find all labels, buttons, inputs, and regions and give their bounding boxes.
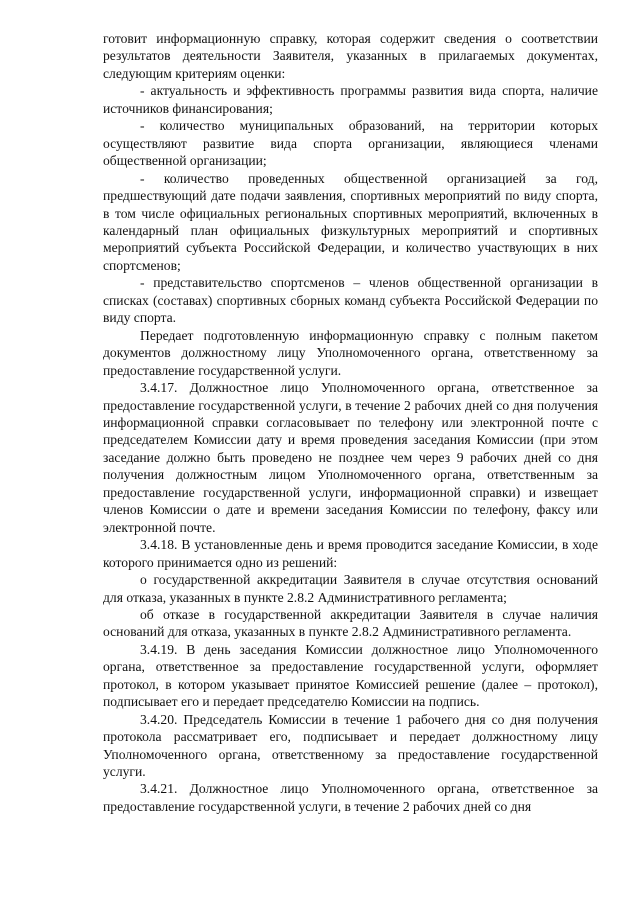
paragraph: - представительство спортсменов – членов общественной организации в списках (составах) спортивных сборных команд субъекта Российской Федерации по виду спорта. [103, 275, 598, 326]
paragraph: 3.4.21. Должностное лицо Уполномоченного органа, ответственное за предоставление государственной услуги, в течение 2 рабочих дней со дня [103, 781, 598, 814]
paragraph: о государственной аккредитации Заявителя в случае отсутствия оснований для отказа, указанных в пункте 2.8.2 Административного регламента; [103, 572, 598, 605]
paragraph: об отказе в государственной аккредитации Заявителя в случае наличия оснований для отказа, указанных в пункте 2.8.2 Административного регламента. [103, 606, 598, 640]
paragraph: - актуальность и эффективность программы развития вида спорта, наличие источников финансирования; [103, 83, 598, 116]
paragraph: Передает подготовленную информационную справку с полным пакетом документов должностному лицу Уполномоченного органа, ответственному за предоставление государственной услуги. [103, 327, 598, 378]
paragraph: 3.4.20. Председатель Комиссии в течение 1 рабочего дня со дня получения протокола рассматривает его, подписывает и передает должностному лицу Уполномоченного органа, ответственному за предоставление государственной услуги. [103, 711, 598, 780]
paragraph: - количество проведенных общественной организацией за год, предшествующий дате подачи заявления, спортивных мероприятий по виду спорта, в том числе официальных региональных спортивных мероприятий, включенных в календарный план официальных физкультурных мероприятий и спортивных мероприятий субъекта Российской Федерации, и количество участвующих в них спортсменов; [103, 170, 598, 273]
paragraph: - количество муниципальных образований, на территории которых осуществляют развитие вида спорта организации, являющиеся членами общественной организации; [103, 118, 598, 169]
document-body [103, 30, 598, 815]
paragraph: 3.4.19. В день заседания Комиссии должностное лицо Уполномоченного органа, ответственное за предоставление государственной услуги, оформляет протокол, в котором указывает принятое Комиссией решение (далее – протокол), подписывает его и передает председателю Комиссии на подпись. [103, 641, 598, 710]
paragraph: 3.4.17. Должностное лицо Уполномоченного органа, ответственное за предоставление государственной услуги, в течение 2 рабочих дней со дня получения информационной справки согласовывает по телефону или электронной почте с председателем Комиссии дату и время проведения заседания Комиссии (при этом заседание должно быть проведено не позднее чем через 9 рабочих дней со дня получения должностным лицом Уполномоченного органа, ответственным за предоставление государственной услуги, информационной справки) и извещает членов Комиссии о дате и времени заседания Комиссии по телефону, факсу или электронной почте. [103, 380, 598, 535]
paragraph: готовит информационную справку, которая содержит сведения о соответствии результатов деятельности Заявителя, указанных в прилагаемых документах, следующим критериям оценки: [103, 31, 598, 81]
paragraph: 3.4.18. В установленные день и время проводится заседание Комиссии, в ходе которого принимается одно из решений: [103, 537, 598, 570]
